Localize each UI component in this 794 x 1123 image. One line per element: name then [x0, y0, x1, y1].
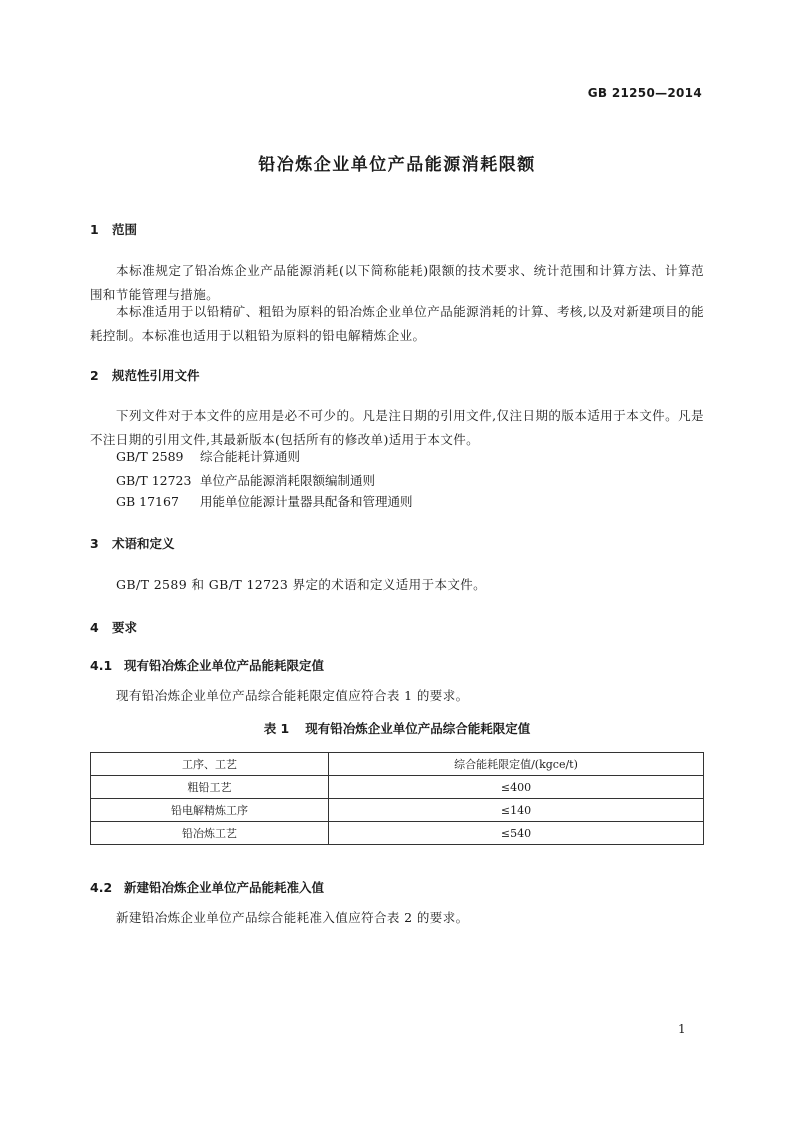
- subsection-4-1-paragraph: 现有铅冶炼企业单位产品综合能耗限定值应符合表 1 的要求。: [116, 688, 469, 703]
- section-4-number: 4: [90, 620, 99, 635]
- section-2-heading: [90, 366, 200, 384]
- document-title: 铅冶炼企业单位产品能源消耗限额: [258, 155, 536, 175]
- section-1-paragraph-2: 本标准适用于以铅精矿、粗铅为原料的铅冶炼企业单位产品能源消耗的计算、考核,以及对新建项目的能耗控制。本标准也适用于以粗铅为原料的铅电解精炼企业。: [90, 304, 704, 343]
- reference-item: [116, 492, 413, 510]
- subsection-4-1-title: 现有铅冶炼企业单位产品能耗限定值: [124, 658, 325, 673]
- section-2-number: 2: [90, 368, 99, 383]
- section-1-number: 1: [90, 222, 99, 237]
- section-3-number: 3: [90, 536, 99, 551]
- subsection-4-2-paragraph: 新建铅冶炼企业单位产品综合能耗准入值应符合表 2 的要求。: [116, 910, 469, 925]
- reference-name: 单位产品能源消耗限额编制通则: [200, 473, 376, 488]
- table-cell-process: 铅电解精炼工序: [91, 799, 329, 822]
- subsection-4-2-heading: [90, 878, 324, 896]
- reference-code: GB 17167: [116, 494, 179, 509]
- section-4-heading: [90, 618, 137, 636]
- table-header-cell: 综合能耗限定值/(kgce/t): [329, 753, 704, 776]
- subsection-4-2-number: 4.2: [90, 880, 113, 895]
- table-1-label: 表 1: [263, 721, 290, 736]
- table-row: [91, 776, 704, 799]
- table-cell-value: ≤400: [329, 776, 704, 799]
- section-3-paragraph-1: GB/T 2589 和 GB/T 12723 界定的术语和定义适用于本文件。: [116, 577, 487, 592]
- section-3-heading: [90, 534, 175, 552]
- section-1-heading: [90, 220, 137, 238]
- table-1-title: 现有铅冶炼企业单位产品综合能耗限定值: [305, 721, 531, 736]
- reference-name: 综合能耗计算通则: [200, 449, 301, 464]
- section-1-paragraph-1: 本标准规定了铅冶炼企业产品能源消耗(以下简称能耗)限额的技术要求、统计范围和计算方法、计算范围和节能管理与措施。: [90, 263, 704, 302]
- section-2-title: 规范性引用文件: [112, 368, 200, 383]
- section-2-paragraph-1: 下列文件对于本文件的应用是必不可少的。凡是注日期的引用文件,仅注日期的版本适用于本文件。凡是不注日期的引用文件,其最新版本(包括所有的修改单)适用于本文件。: [90, 408, 704, 447]
- reference-name: 用能单位能源计量器具配备和管理通则: [200, 494, 413, 509]
- table-cell-value: ≤140: [329, 799, 704, 822]
- subsection-4-2-title: 新建铅冶炼企业单位产品能耗准入值: [124, 880, 325, 895]
- standard-number: GB 21250—2014: [587, 86, 702, 100]
- table-header-row: [91, 753, 704, 776]
- section-4-title: 要求: [112, 620, 138, 635]
- table-row: [91, 822, 704, 845]
- table-cell-value: ≤540: [329, 822, 704, 845]
- table-1-caption: [0, 719, 794, 737]
- subsection-4-1-number: 4.1: [90, 658, 113, 673]
- reference-item: [116, 471, 375, 489]
- table-header-cell: 工序、工艺: [91, 753, 329, 776]
- subsection-4-1-heading: [90, 656, 324, 674]
- table-row: [91, 799, 704, 822]
- section-1-title: 范围: [112, 222, 138, 237]
- reference-code: GB/T 2589: [116, 449, 184, 464]
- reference-code: GB/T 12723: [116, 473, 192, 488]
- section-3-title: 术语和定义: [112, 536, 175, 551]
- energy-limit-table: [90, 752, 704, 845]
- table-cell-process: 粗铅工艺: [91, 776, 329, 799]
- table-cell-process: 铅冶炼工艺: [91, 822, 329, 845]
- page-number: 1: [678, 1022, 686, 1036]
- reference-item: [116, 447, 300, 465]
